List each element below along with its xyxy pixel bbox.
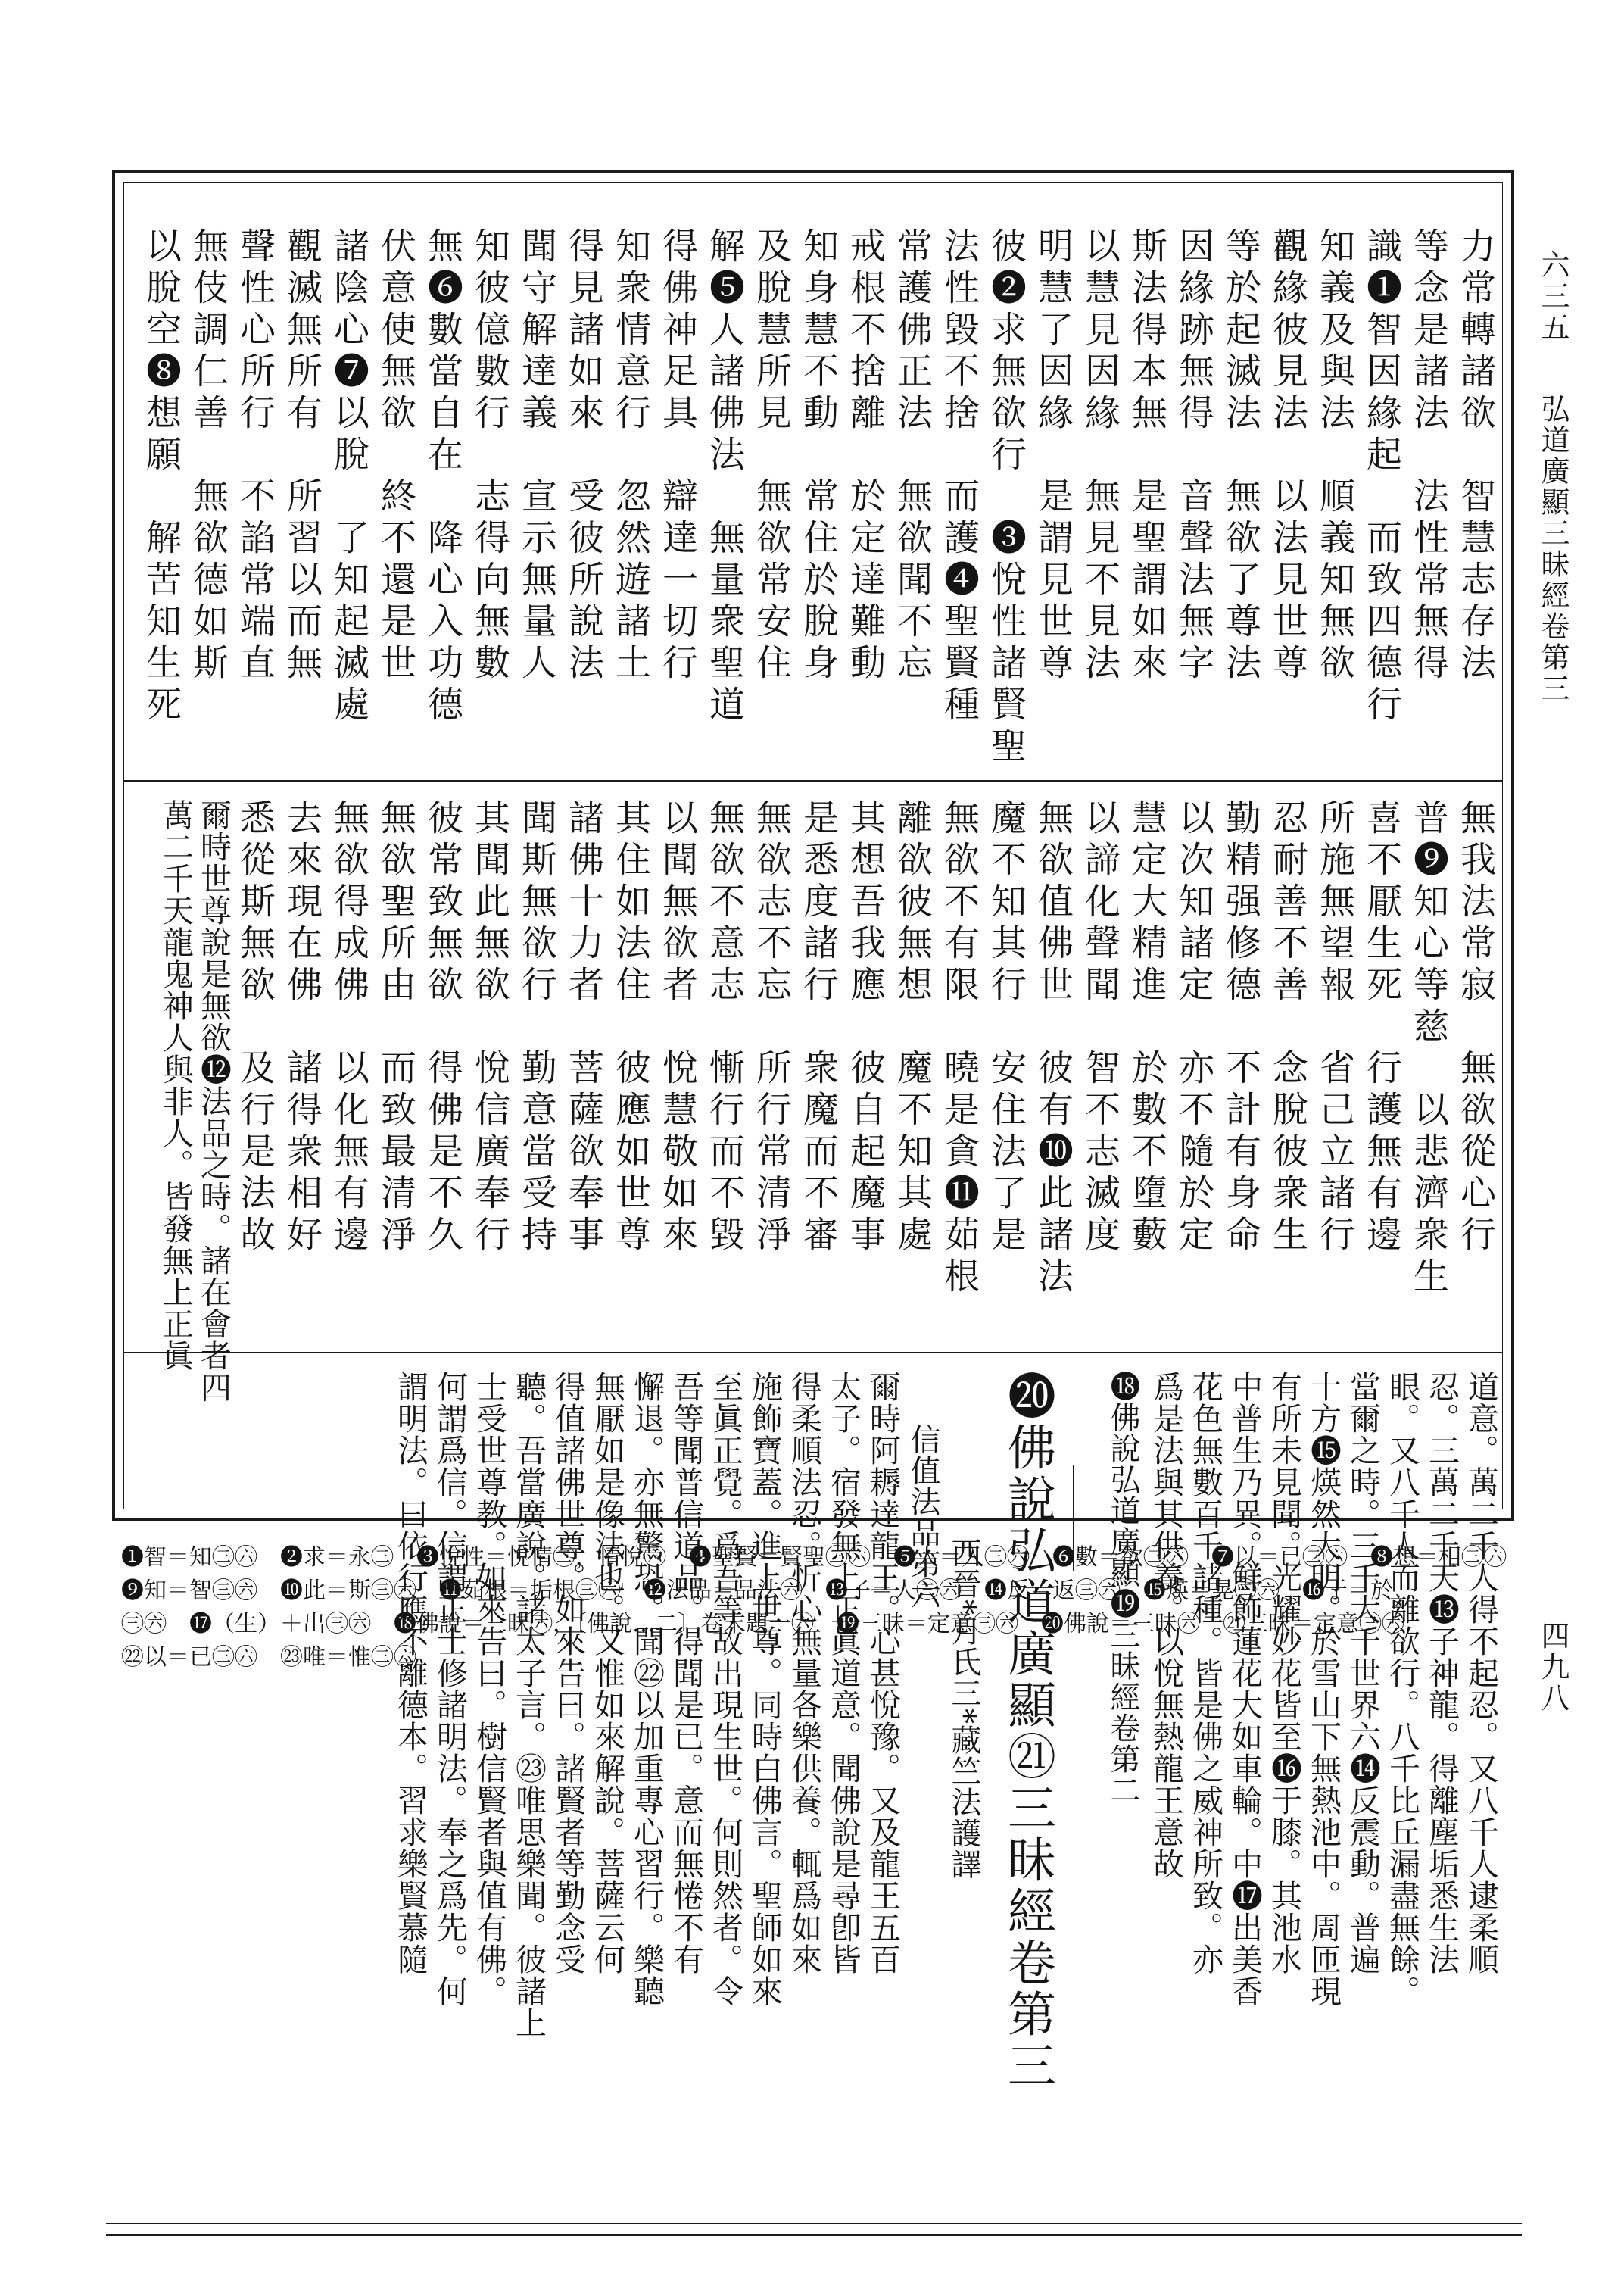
verse-column: 明慧了因緣 是謂見世尊: [1032, 227, 1074, 685]
verse-column: 知身慧不動 常住於脫身: [797, 227, 839, 685]
page-number-mid: 四九八: [1536, 1621, 1569, 1714]
verse-column: 以聞無欲者 悅慧敬如來: [656, 799, 698, 1257]
verse-column: 無欲志不忘 所行常清淨: [750, 799, 792, 1257]
verse-column: 以脫空❽想願 解苦知生死: [140, 227, 182, 727]
prose-column: 當爾之時。三千大千世界六⓮反震動。普遍: [1345, 1371, 1381, 1975]
verse-column: 觀滅無所有 所習以而無: [281, 227, 323, 685]
verse-column: 解❺人諸佛法 無量衆聖道: [703, 227, 745, 727]
verse-column: 識❶智因緣起 而致四德行: [1361, 227, 1402, 727]
footnotes: [121, 1541, 1514, 1674]
prose-column: 何謂爲信。信謂正士修諸明法。奉之爲先。何: [432, 1371, 468, 2007]
colophon: ⓲佛說弘道廣顯⓳三昧經卷第二: [1105, 1371, 1140, 1805]
verse-column: 是悉度諸行 衆魔而不審: [797, 799, 839, 1257]
verse-column: 諸佛十力者 菩薩欲奉事: [563, 799, 604, 1257]
verse-column: 力常轉諸欲 智慧志存法: [1454, 227, 1496, 685]
prose-column: 至眞正覺。爲吾等故出現生世。何則然者。令: [707, 1371, 743, 2007]
verse-column: 無欲得成佛 以化無有邊: [328, 799, 369, 1257]
prose-column: 花色無數百千諸種。皆是佛之威神所致。亦: [1187, 1371, 1223, 1975]
verse-column: 無伎調仁善 無欲德如斯: [187, 227, 229, 685]
verse-column: 知彼億數行 志得向無數: [469, 227, 510, 685]
verse-column: 勤精强修德 不計有身命: [1220, 799, 1261, 1257]
scroll-title: ⓴佛說弘道廣顯㉑三昧經卷第三: [999, 1371, 1055, 2092]
prose-column: 士受世尊教。如來告曰。樹信賢者與值有佛。: [471, 1371, 507, 2007]
verse-column: 無欲值佛世 彼有❿此諸法: [1032, 799, 1074, 1299]
verse-column: 觀緣彼見法 以法見世尊: [1267, 227, 1308, 685]
section-divider-1: [123, 780, 1503, 782]
bottom-rule: [106, 2234, 1522, 2236]
verse-column: 以諦化聲聞 智不志滅度: [1079, 799, 1121, 1257]
verse-column: 因緣跡無得 音聲法無字: [1173, 227, 1214, 685]
prose-column: 施飾寶蓋。進上世尊。同時白佛言。聖師如來: [747, 1371, 783, 2007]
chapter-heading: 信值法品第六: [906, 1424, 940, 1610]
verse-column: 以慧見因緣 無見不見法: [1079, 227, 1121, 685]
prose-column: 眼。又八千人而離欲行。八千比丘漏盡無餘。: [1384, 1371, 1420, 2007]
prose-column: 吾等聞普信道品。得聞是已。意而無惓不有: [668, 1371, 704, 1975]
footnote-line: ㉒以＝已㊂㊅ ㉓唯＝惟㊂㊅: [121, 1644, 416, 1671]
verse-column: 無我法常寂 無欲從心行: [1454, 799, 1496, 1257]
section-divider-2: [123, 1352, 1503, 1353]
verse-column: 無欲不意志 慚行而不毀: [703, 799, 745, 1257]
prose-column: 太子。宿發無上正眞道意。聞佛說是尋卽皆: [825, 1371, 862, 1975]
verse-column: 等念是諸法 法性常無得: [1407, 227, 1449, 685]
verse-column: 伏意使無欲 終不還是世: [375, 227, 416, 685]
prose-column: 忍。三萬二千天⓭子神龍。得離塵垢悉生法: [1423, 1371, 1460, 1975]
prose-column: 得值諸佛世尊。如來告曰。諸賢者等勤念受: [550, 1371, 586, 1975]
page-number-top: 六三五: [1536, 250, 1569, 343]
prose-column: 十方⓯煐然大明。於雪山下無熱池中。周匝現: [1305, 1371, 1342, 2007]
verse-column: 普❾知心等慈 以悲濟衆生: [1407, 799, 1449, 1299]
prose-column: 爲是法與其供養。以悅無熱龍王意故: [1148, 1371, 1184, 1880]
verse-column: 無欲聖所由 而致最清淨: [375, 799, 416, 1257]
verse-column: 聲性心所行 不諂常端直: [234, 227, 276, 685]
footnote-line: ❾知＝智㊂㊅ ❿此＝斯㊂㊅ ⓫茹根＝垢根㊂㊅ ⓬法品＝品法㊅ ⓭子＝人㊂㊅ ⓮反＝返㊂㊅ ⓯煐＝晃㊂㊅ ⓰于＝於: [121, 1578, 1393, 1604]
verse-column: 其住如法住 彼應如世尊: [609, 799, 651, 1257]
verse-column: 及脫慧所見 無欲常安住: [750, 227, 792, 685]
verse-column: 諸陰心❼以脫 了知起滅處: [328, 227, 369, 727]
footnote-line: ㊂㊅ ⓱（生）＋出㊂㊅ ⓲佛說＝三昧㊅，〔佛說…二〕卷末題一㊅ ⓳三昧＝定意㊂㊅ ⓴佛說＝三昧㊅ ㉑三昧＝定意㊂㊅: [121, 1611, 1404, 1637]
verse-column: 其想吾我應 彼自起魔事: [844, 799, 886, 1257]
verse-column: 所施無望報 省己立諸行: [1314, 799, 1355, 1257]
prose-column: 懈退。亦無驚恐。聞㉒以加重專心習行。樂聽: [628, 1371, 665, 2007]
prose-column: 得柔順法忍。忻心無量各樂供養。輒爲如來: [786, 1371, 822, 1975]
prose-column: 爾時世尊說是無欲⓬法品之時。諸在會者四: [195, 799, 232, 1403]
verse-column: 斯法得本無 是聖謂如來: [1126, 227, 1167, 685]
prose-column: 謂明法。曰依行應不離德本。習求樂賢慕隨: [392, 1371, 429, 1975]
prose-column: 中普生乃異。鮮飾蓮花大如車輪。中⓱出美香: [1227, 1371, 1263, 2007]
verse-column: 得見諸如來 受彼所說法: [563, 227, 604, 685]
verse-column: 彼❷求無欲行 ❸悅性諸賢聖: [985, 227, 1027, 769]
verse-column: 戒根不捨離 於定達難動: [844, 227, 886, 685]
translator-line: 西晉*月氏三*藏竺法護譯: [946, 1537, 981, 1880]
verse-column: 喜不厭生死 行護無有邊: [1361, 799, 1402, 1257]
bottom-rule: [106, 2223, 1522, 2224]
prose-column: 有所未見聞。光耀妙花皆至⓰于膝。其池水: [1266, 1371, 1302, 1975]
running-title: 弘道廣顯三昧經卷第三: [1536, 394, 1569, 704]
verse-column: 忍耐善不善 念脫彼衆生: [1267, 799, 1308, 1257]
verse-column: 彼常致無欲 得佛是不久: [422, 799, 463, 1257]
verse-column: 去來現在佛 諸得衆相好: [281, 799, 323, 1257]
verse-column: 其聞此無欲 悅信廣奉行: [469, 799, 510, 1257]
verse-column: 魔不知其行 安住法了是: [985, 799, 1027, 1257]
prose-column: 萬二千天龍鬼神人與非人。皆發無上正眞: [157, 799, 194, 1372]
verse-column: 得佛神足具 辯達一切行: [656, 227, 698, 685]
verse-column: 無❻數當自在 降心入功德: [422, 227, 463, 727]
prose-column: 無厭如是像法也。又惟如來解說。菩薩云何: [589, 1371, 625, 1975]
verse-column: 悉從斯無欲 及行是法故: [234, 799, 276, 1257]
footnote-line: ❶智＝知㊂㊅ ❷求＝永㊂ ❸悅性＝悅情㊂，情悅㊅ ❹聖賢＝賢聖㊂㊅ ❺人＝入㊂㊅ ❻數＝欲㊂㊅ ❼以＝已㊂㊅ ❽想＝相㊂㊅: [121, 1544, 1507, 1571]
verse-column: 聞斯無欲行 勤意當受持: [516, 799, 557, 1257]
verse-column: 聞守解達義 宣示無量人: [516, 227, 557, 685]
verse-column: 等於起滅法 無欲了尊法: [1220, 227, 1261, 685]
verse-column: 法性毀不捨 而護❹聖賢種: [938, 227, 980, 727]
prose-column: 聽。吾當廣說。諸太子言。㉓唯思樂聞。彼諸上: [510, 1371, 547, 2039]
verse-column: 知義及與法 順義知無欲: [1314, 227, 1355, 685]
verse-column: 無欲不有限 曉是貪⓫茹根: [938, 799, 980, 1299]
verse-column: 知衆情意行 忽然遊諸土: [609, 227, 651, 685]
prose-column: 道意。萬二千人得不起忍。又八千人逮柔順: [1463, 1371, 1499, 1975]
prose-column: 爾時阿耨達龍王。心甚悅豫。又及龍王五百: [865, 1371, 901, 1975]
verse-column: 常護佛正法 無欲聞不忘: [891, 227, 933, 685]
verse-column: 慧定大精進 於數不墮藪: [1126, 799, 1167, 1257]
verse-column: 離欲彼無想 魔不知其處: [891, 799, 933, 1257]
verse-column: 以次知諸定 亦不隨於定: [1173, 799, 1214, 1257]
